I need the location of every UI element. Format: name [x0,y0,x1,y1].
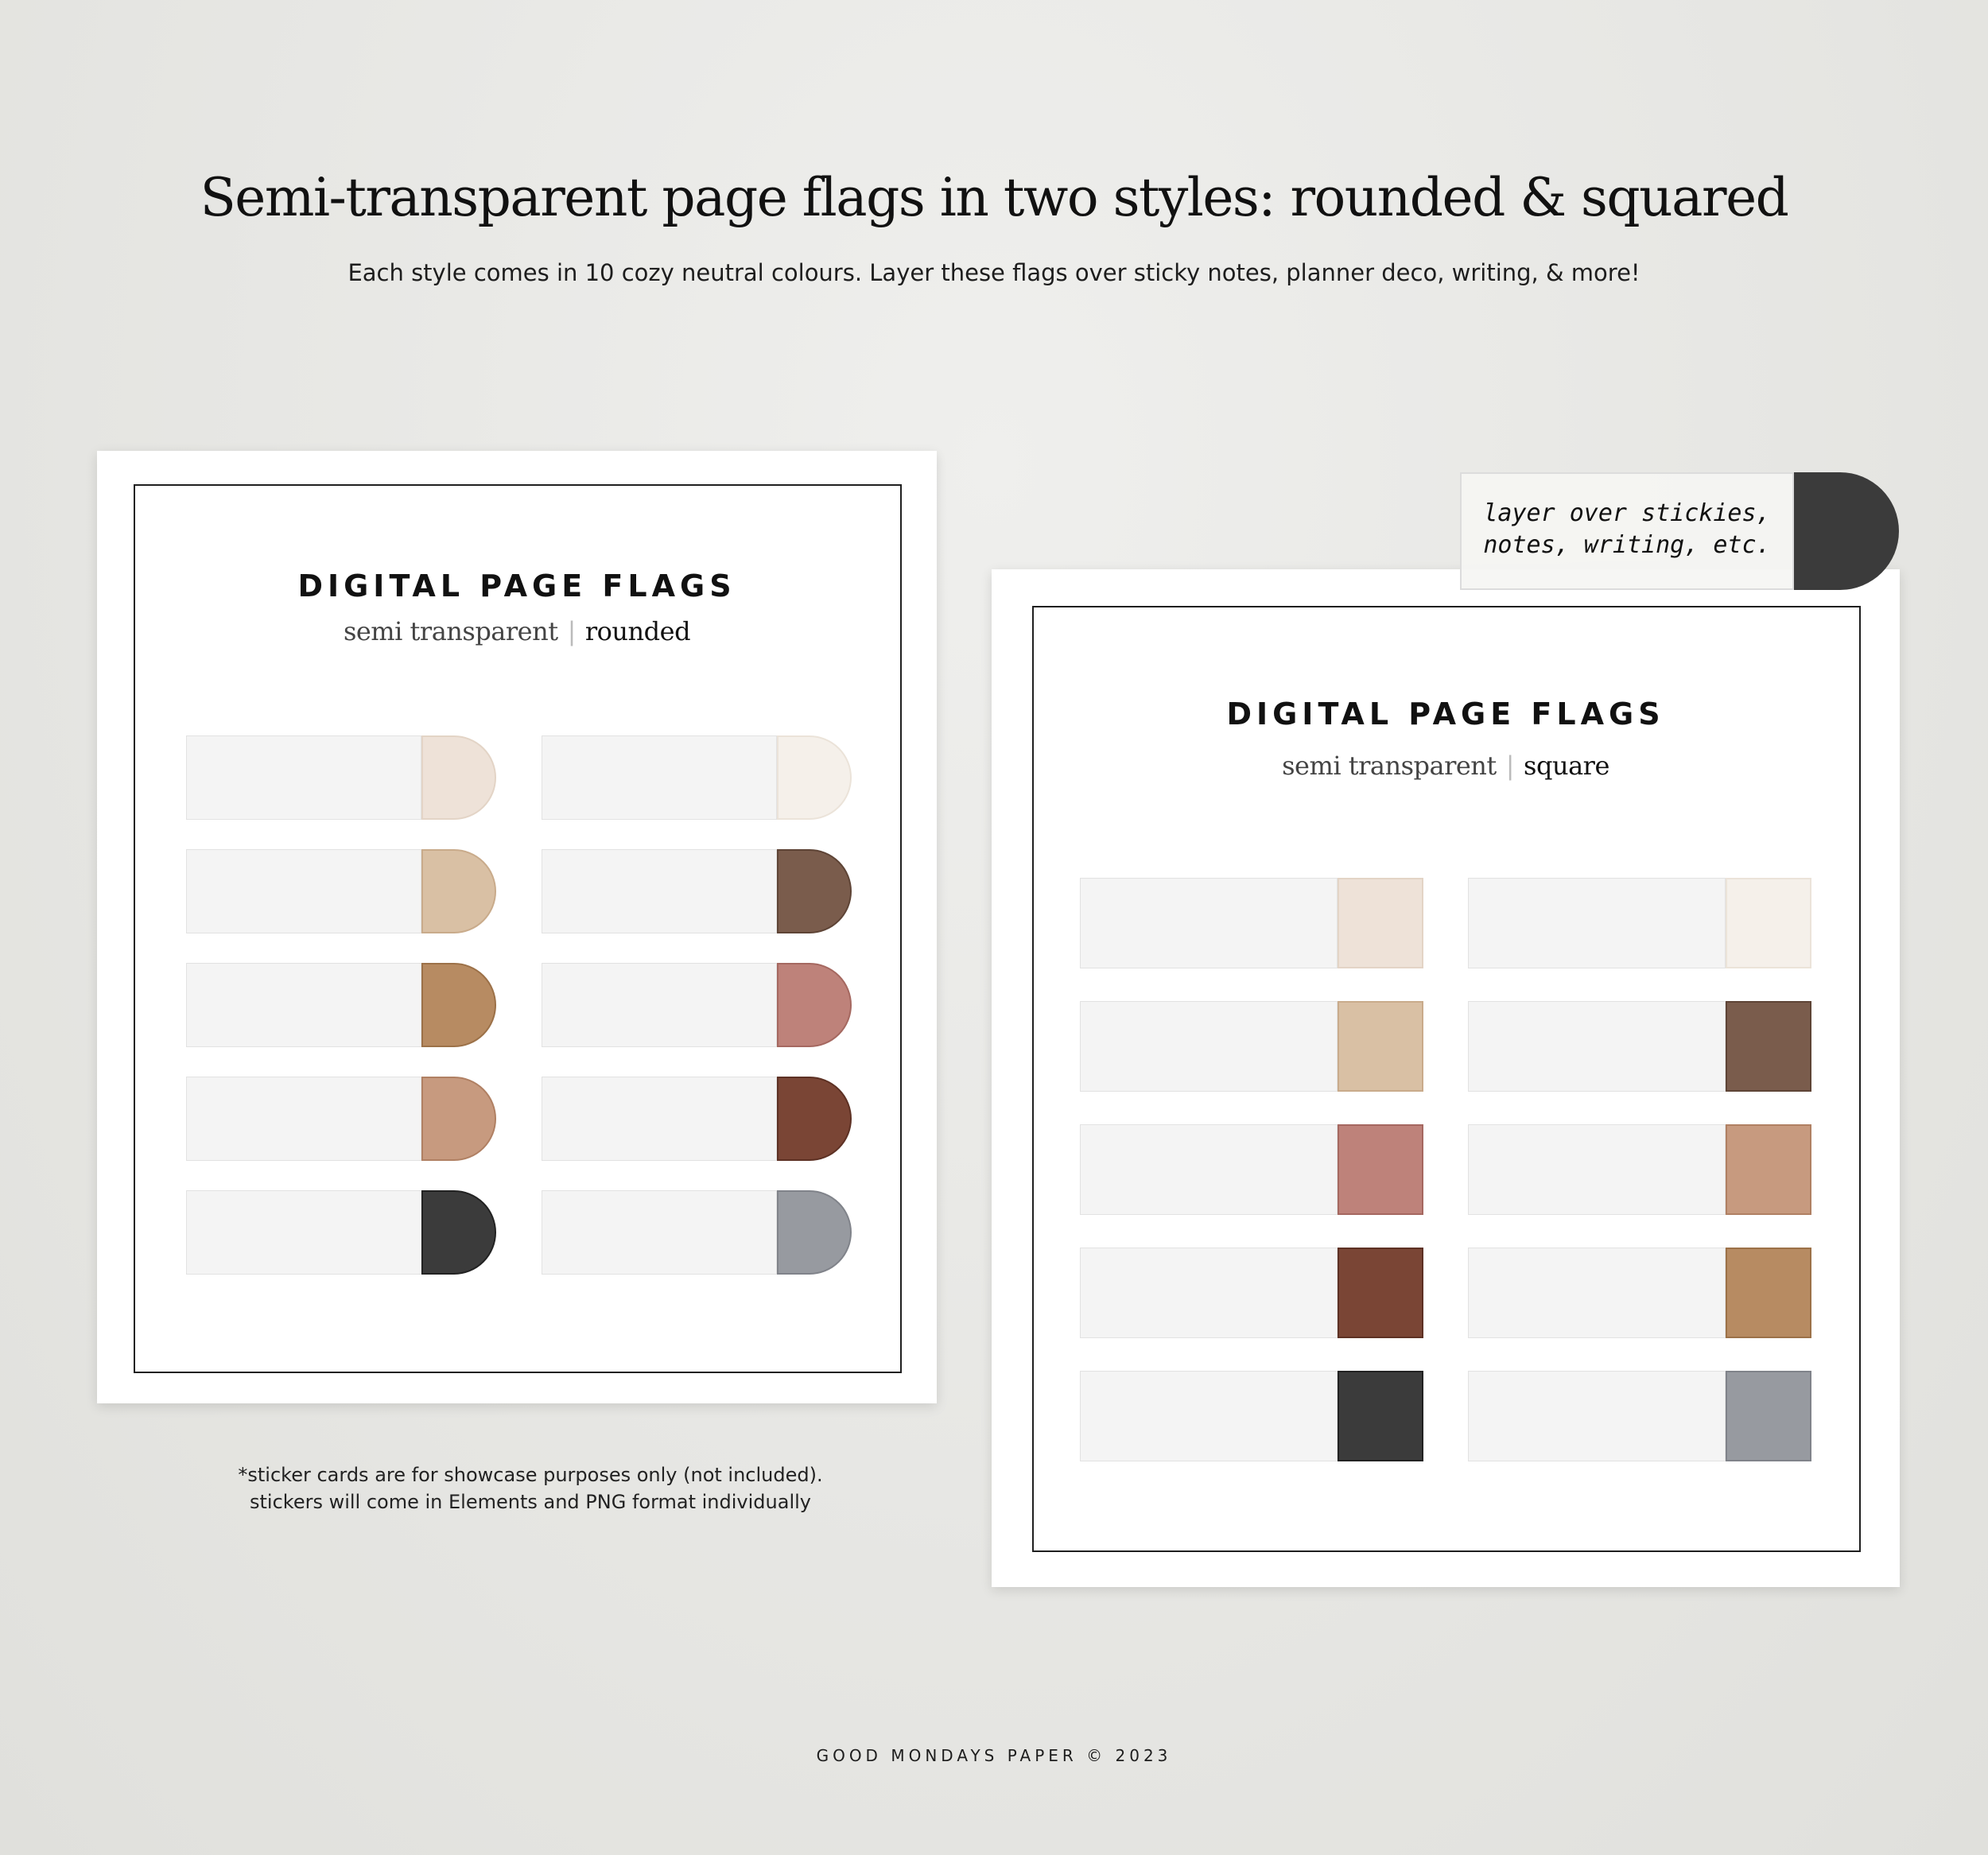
rounded-flag-sticker [542,963,852,1047]
flag-color-tip [1726,1124,1811,1215]
square-flag-sticker [1468,1371,1811,1461]
flag-bar [186,849,421,933]
card-title: DIGITAL PAGE FLAGS [1226,697,1665,732]
rounded-flag-sticker [542,1077,852,1161]
subtitle-style-rounded: rounded [584,616,691,646]
flag-color-tip [421,1190,496,1275]
callout-line-2: notes, writing, etc. [1483,531,1771,559]
flag-bar [542,735,777,820]
subtitle-semi-transparent: semi transparent [343,616,558,646]
flag-color-tip [1726,1371,1811,1461]
rounded-flag-sticker [542,735,852,820]
flag-bar [1468,1248,1726,1338]
rounded-flags-card [97,451,937,1403]
square-flag-sticker [1080,878,1423,968]
footer-brand: GOOD MONDAYS PAPER © 2023 [816,1746,1172,1765]
card-subtitle [97,616,937,646]
flag-bar [186,1077,421,1161]
flag-bar [542,849,777,933]
flag-bar [1080,878,1338,968]
callout-text [1460,498,1794,561]
square-flags-card [992,569,1900,1587]
rounded-flag-sticker [542,1190,852,1275]
subtitle-semi-transparent: semi transparent [1282,751,1497,781]
flag-bar [542,1077,777,1161]
flag-color-tip [1726,878,1811,968]
disclaimer-line-2: stickers will come in Elements and PNG format individually [250,1491,811,1513]
subtitle-style-square: square [1524,751,1609,781]
flag-color-tip [777,1190,852,1275]
flag-bar [1080,1248,1338,1338]
subheadline: Each style comes in 10 cozy neutral colours. Layer these flags over sticky notes, planner deco, writing, & more! [348,259,1640,286]
flag-bar [1080,1124,1338,1215]
flag-bar [542,1190,777,1275]
flag-color-tip [421,735,496,820]
flag-bar [186,735,421,820]
flag-bar [1080,1001,1338,1092]
callout-line-1: layer over stickies, [1483,499,1771,527]
flag-color-tip [1338,1124,1423,1215]
square-flag-sticker [1080,1001,1423,1092]
disclaimer-note [97,1461,964,1515]
rounded-flag-sticker [542,849,852,933]
flag-color-tip [1726,1001,1811,1092]
card-subtitle [992,751,1900,781]
rounded-flag-sticker [186,963,496,1047]
flag-color-tip [421,849,496,933]
flag-color-tip [1338,878,1423,968]
flag-bar [1080,1371,1338,1461]
flag-color-tip [421,1077,496,1161]
rounded-flag-sticker [186,849,496,933]
flag-color-tip [777,849,852,933]
flag-bar [1468,1124,1726,1215]
card-title: DIGITAL PAGE FLAGS [297,569,736,603]
callout-tip [1794,472,1899,590]
flag-bar [1468,1001,1726,1092]
flag-color-tip [777,963,852,1047]
flag-bar [542,963,777,1047]
rounded-flag-sticker [186,1077,496,1161]
square-flag-sticker [1080,1248,1423,1338]
flag-bar [1468,878,1726,968]
flag-color-tip [777,735,852,820]
square-flag-sticker [1468,1124,1811,1215]
flag-color-tip [1726,1248,1811,1338]
square-flag-sticker [1080,1371,1423,1461]
flag-bar [186,1190,421,1275]
subtitle-separator: | [567,616,576,646]
flag-color-tip [421,963,496,1047]
flag-color-tip [1338,1001,1423,1092]
subtitle-separator: | [1505,751,1515,781]
flag-bar [186,963,421,1047]
disclaimer-line-1: *sticker cards are for showcase purposes only (not included). [238,1464,823,1486]
flag-bar [1468,1371,1726,1461]
flag-color-tip [777,1077,852,1161]
square-flag-sticker [1468,878,1811,968]
rounded-flag-sticker [186,1190,496,1275]
flag-color-tip [1338,1248,1423,1338]
rounded-flag-sticker [186,735,496,820]
square-flag-sticker [1468,1248,1811,1338]
callout-flag [1460,472,1899,590]
headline: Semi-transparent page flags in two styles: rounded & squared [200,167,1788,228]
flag-color-tip [1338,1371,1423,1461]
square-flag-sticker [1080,1124,1423,1215]
square-flag-sticker [1468,1001,1811,1092]
